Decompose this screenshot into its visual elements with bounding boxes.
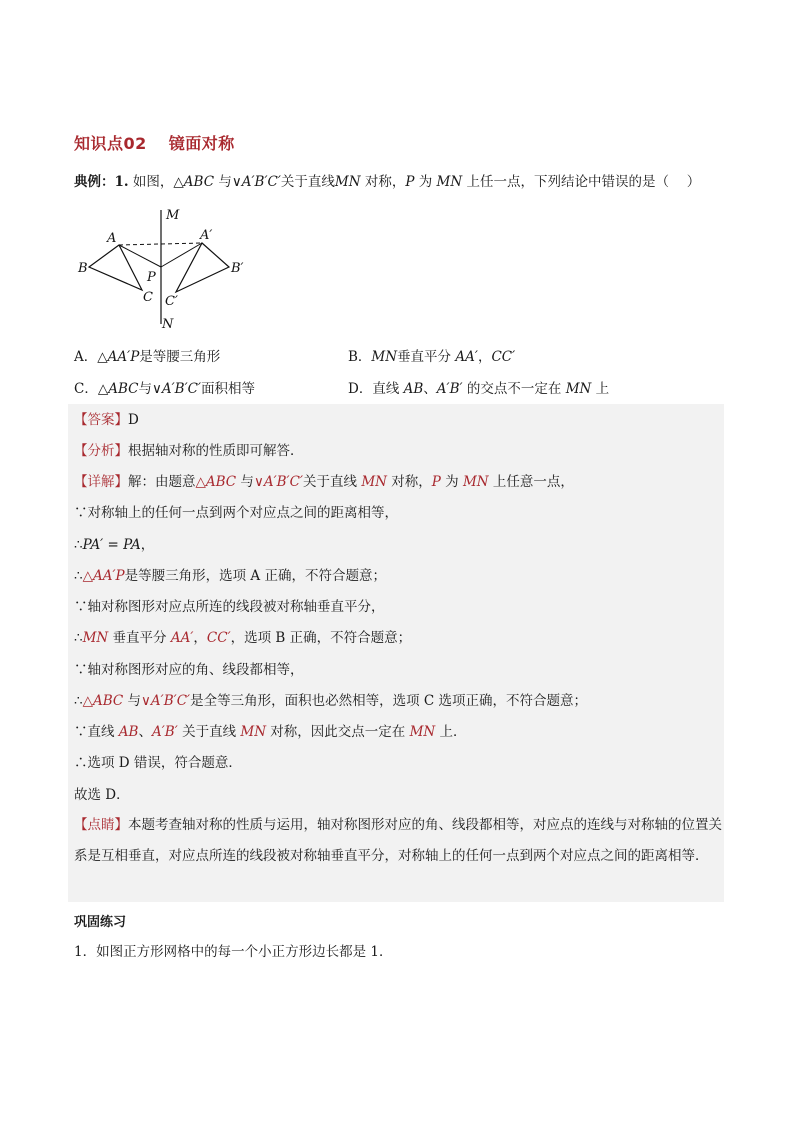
math-ab: AB [403, 381, 424, 397]
detail-text: 为 [440, 474, 463, 490]
label-c-prime: C′ [165, 294, 178, 309]
option-text: 与 [138, 381, 152, 397]
math-p: P [405, 174, 415, 190]
detail-text: 、 [138, 724, 152, 740]
detail-text: 关于直线 [177, 724, 241, 740]
detail-line [74, 503, 724, 523]
option-text: 面积相等 [201, 381, 256, 397]
practice-title: 巩固练习 [74, 915, 127, 930]
option-prefix: B． [348, 349, 372, 365]
math-triangle-abc: △ABC [173, 174, 215, 190]
math-mn: MN [371, 349, 398, 365]
math-aa-prime: AA′ [455, 349, 478, 365]
math-triangle-abc-prime: ∨A′B′C′ [231, 174, 281, 190]
math-mn: MN [240, 724, 267, 740]
detail-text: 对称， [386, 474, 432, 490]
conclusion-line [74, 785, 724, 805]
label-p: P [147, 270, 156, 285]
question-text: 上任一点，下列结论中错误的是（ ） [462, 174, 701, 190]
math-mn: MN [361, 474, 387, 490]
analysis-tag: 【分析】 [74, 443, 128, 459]
detail-text: ∴ [74, 630, 83, 646]
question-text: 对称， [360, 174, 406, 190]
detail-row [74, 472, 724, 492]
comment-tag: 【点睛】 [74, 817, 128, 833]
math-a-prime-b-prime: A′B′ [151, 724, 178, 740]
option-b [348, 347, 515, 367]
detail-text: 对称，因此交点一定在 [266, 724, 410, 740]
option-text: 垂直平分 [397, 349, 456, 365]
analysis-text: 根据轴对称的性质即可解答． [128, 443, 304, 459]
detail-text: ∴选项 D 错误，符合题意． [74, 755, 242, 771]
option-text: 的交点不一定在 [462, 381, 566, 397]
math-mn: MN [565, 381, 592, 397]
segment-pa [119, 245, 161, 267]
option-prefix: C． [74, 381, 98, 397]
label-m: M [166, 208, 180, 223]
math-triangle-abc: △ABC [97, 381, 139, 397]
label-a: A [107, 231, 117, 246]
label-c: C [143, 290, 153, 305]
detail-text: ∵直线 [74, 724, 119, 740]
detail-text: ，选项 B 正确，不符合题意； [230, 630, 412, 646]
math-mn: MN [436, 174, 463, 190]
label-a-prime: A′ [200, 228, 213, 243]
detail-line [74, 753, 724, 773]
question-text: 如图， [128, 174, 174, 190]
detail-line [74, 628, 724, 648]
math-a-prime-b-prime: A′B′ [436, 381, 463, 397]
detail-text: 故选 D． [74, 787, 130, 803]
detail-line [74, 722, 724, 742]
detail-tag: 【详解】 [74, 474, 128, 490]
math-triangle-abc: △ABC [195, 474, 237, 490]
math-cc-prime: CC′ [206, 630, 231, 646]
detail-line [74, 660, 724, 680]
math-triangle-abc: △ABC [82, 693, 124, 709]
detail-text: 与 [123, 693, 142, 709]
question-text: 为 [414, 174, 437, 190]
detail-text: ∵对称轴上的任何一点到两个对应点之间的距离相等， [74, 505, 398, 521]
comment-row [74, 810, 724, 872]
detail-text: 关于直线 [303, 474, 362, 490]
question-lead: 典例：1. [74, 174, 129, 190]
section-title [74, 131, 235, 154]
detail-text: 与 [236, 474, 254, 490]
answer-row [74, 410, 724, 430]
math-mn: MN [82, 630, 109, 646]
math-ab: AB [118, 724, 139, 740]
option-text: 直线 [372, 381, 404, 397]
math-pa-equation: PA′ = PA [82, 537, 141, 553]
detail-line [74, 566, 724, 586]
option-prefix: A． [74, 349, 98, 365]
detail-text: 上． [435, 724, 467, 740]
math-mn: MN [334, 174, 361, 190]
question-text: 与 [214, 174, 232, 190]
math-triangle-abc-prime: ∨A′B′C′ [141, 693, 191, 709]
detail-text: ∴ [74, 693, 83, 709]
option-text: 是等腰三角形 [139, 349, 221, 365]
option-c [74, 379, 255, 399]
math-triangle-aap: △AA′P [97, 349, 140, 365]
math-p: P [431, 474, 441, 490]
detail-text: ∵轴对称图形对应的角、线段都相等， [74, 662, 304, 678]
detail-line [74, 691, 724, 711]
section-subtitle: 镜面对称 [168, 134, 235, 153]
detail-text: ∴ [74, 568, 83, 584]
triangle-abc [89, 245, 142, 290]
math-aa-prime: AA′ [170, 630, 194, 646]
math-triangle-abc-prime: ∨A′B′C′ [253, 474, 304, 490]
math-cc-prime: CC′ [491, 349, 516, 365]
detail-text: 解：由题意 [128, 474, 196, 490]
option-text: 、 [423, 381, 437, 397]
detail-text: ， [140, 537, 155, 553]
math-triangle-abc-prime: ∨A′B′C′ [151, 381, 202, 397]
option-text: ， [477, 349, 492, 365]
detail-text: ∴ [74, 537, 83, 553]
triangle-abc-prime [176, 243, 229, 292]
detail-text: 是全等三角形，面积也必然相等，选项 C 选项正确，不符合题意； [190, 693, 588, 709]
option-d [348, 379, 609, 399]
detail-text: 上任意一点， [488, 474, 574, 490]
label-b: B [78, 261, 88, 276]
detail-text: ， [193, 630, 207, 646]
option-a [74, 347, 220, 367]
detail-line [74, 535, 724, 555]
option-text: 上 [591, 381, 610, 397]
practice-question: 1．如图正方形网格中的每一个小正方形边长都是 1． [74, 944, 393, 960]
math-mn: MN [462, 474, 489, 490]
detail-text: ∵轴对称图形对应点所连的线段被对称轴垂直平分， [74, 599, 385, 615]
label-n: N [162, 317, 174, 332]
detail-line [74, 597, 724, 617]
detail-text: 是等腰三角形，选项 A 正确，不符合题意； [124, 568, 386, 584]
detail-text: 垂直平分 [108, 630, 171, 646]
analysis-row [74, 441, 724, 461]
answer-tag: 【答案】 [74, 412, 128, 428]
label-b-prime: B′ [231, 261, 244, 276]
example-question [74, 172, 734, 192]
option-prefix: D． [348, 381, 373, 397]
symmetry-figure [74, 204, 264, 334]
section-number: 知识点02 [74, 134, 147, 153]
comment-text: 本题考查轴对称的性质与运用，轴对称图形对应的角、线段都相等，对应点的连线与对称轴的位置关系是互相垂直，对应点所连的线段被对称轴垂直平分，对称轴上的任何一点到两个对应点之间的距离相等． [74, 817, 722, 864]
answer-value: D [128, 412, 139, 428]
math-mn: MN [409, 724, 436, 740]
math-triangle-aap: △AA′P [82, 568, 125, 584]
question-text: 关于直线 [280, 174, 335, 190]
